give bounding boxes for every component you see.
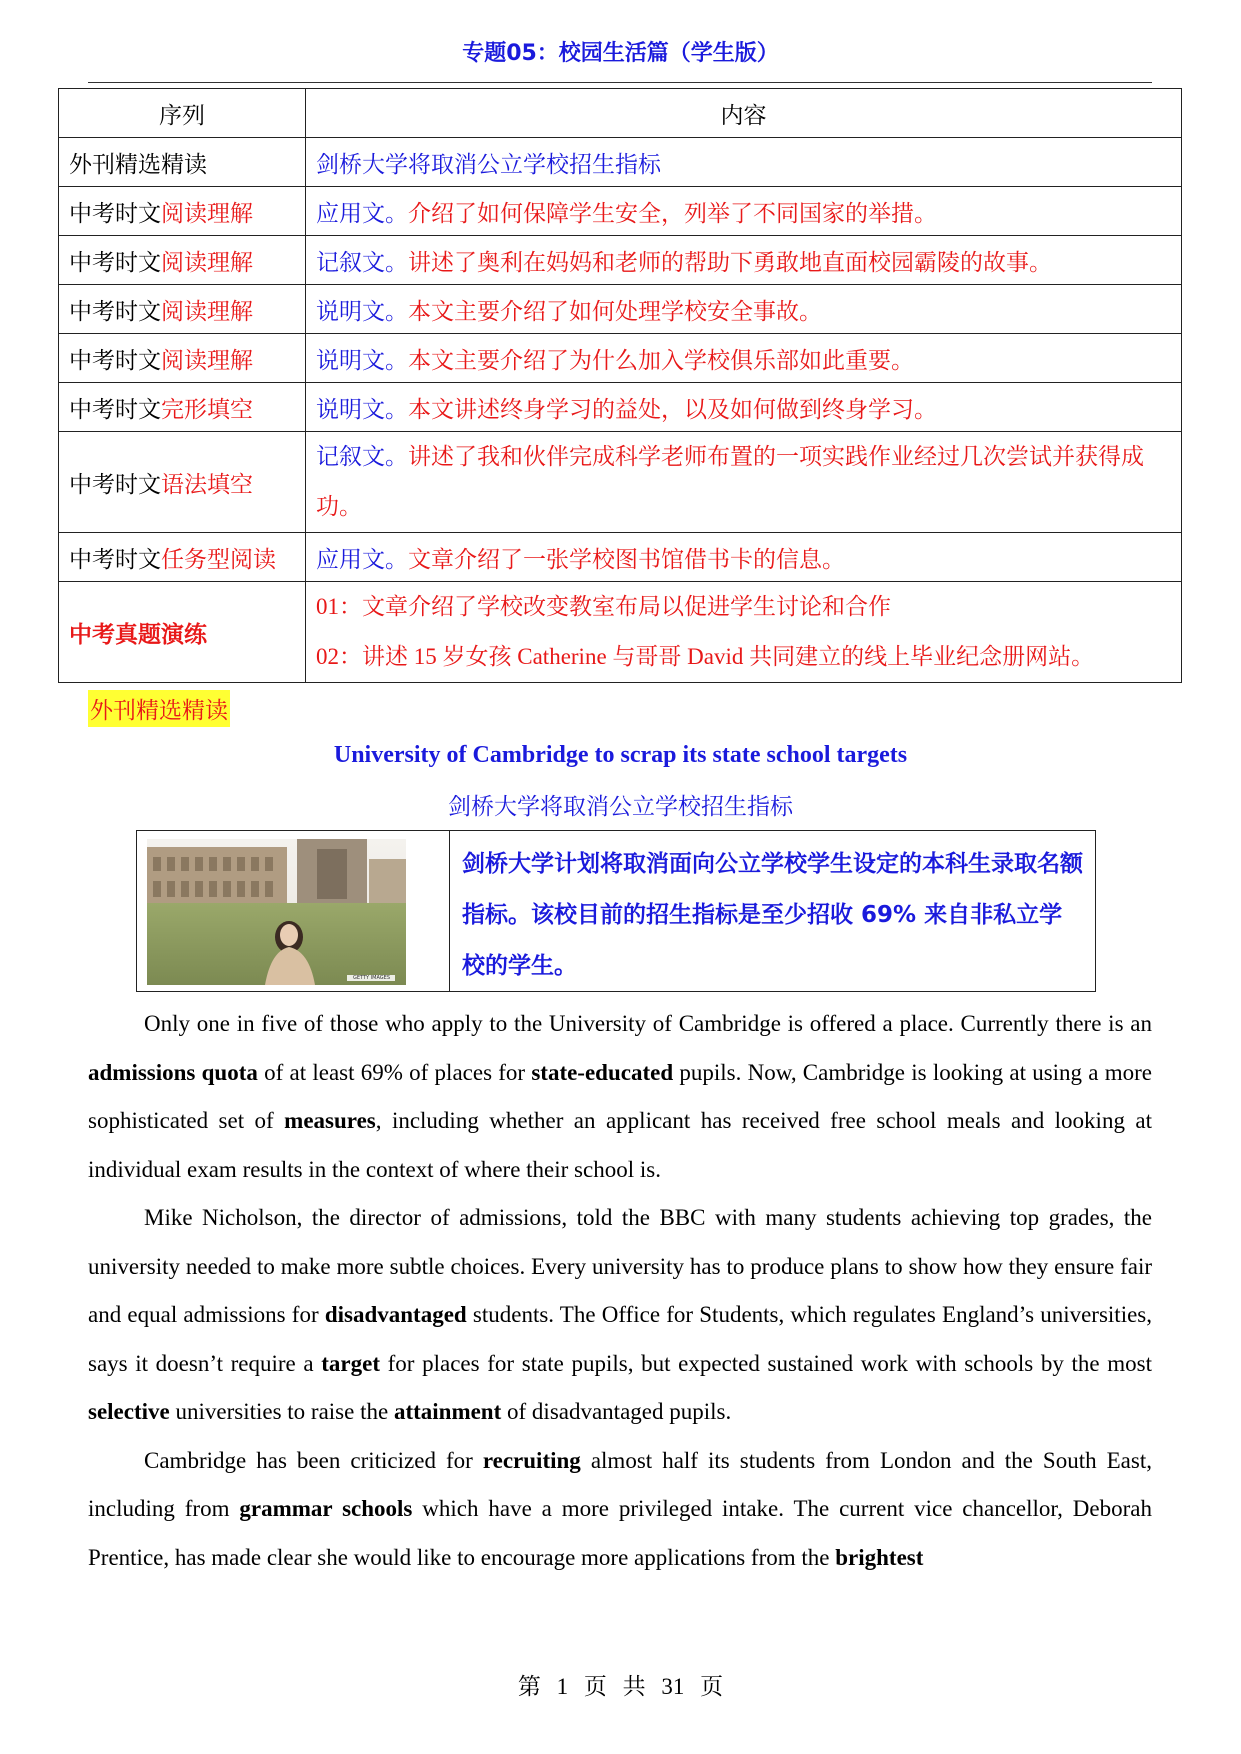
table-row <box>59 187 1182 236</box>
row-content <box>306 138 1182 187</box>
text-run: for places for state pupils, but expected sustained work with schools by the most <box>380 1350 1152 1376</box>
seq-label: 中考时文 <box>69 298 161 325</box>
text-run: which have a more privileged intake. The current vice chancellor, Deborah Prentice, has made clear she would like to encourage more applications from the <box>88 1496 1152 1570</box>
seq-label: 外刊精选精读 <box>69 151 207 178</box>
seq-label: 中考时文 <box>69 471 161 498</box>
article-title: University of Cambridge to scrap its state school targets <box>333 742 908 768</box>
row-genre: 应用文。 <box>316 546 408 573</box>
vocab-term: admissions quota <box>88 1059 258 1085</box>
vocab-term: state-educated <box>531 1059 674 1085</box>
row-content <box>306 533 1182 582</box>
table-row <box>59 533 1182 582</box>
summary-box <box>136 830 1096 992</box>
row-desc: 本文主要介绍了为什么加入学校俱乐部如此重要。 <box>408 347 914 374</box>
seq-label: 中考时文 <box>69 396 161 423</box>
section-tag: 外刊精选精读 <box>88 690 230 727</box>
table-row <box>59 236 1182 285</box>
row-content <box>306 236 1182 285</box>
seq-type: 语法填空 <box>161 471 253 498</box>
row-seq <box>59 187 306 236</box>
table-row <box>59 582 1182 683</box>
table-row <box>59 432 1182 533</box>
table-row <box>59 138 1182 187</box>
row-genre: 说明文。 <box>316 347 408 374</box>
row-content <box>306 334 1182 383</box>
row-desc: 讲述了奥利在妈妈和老师的帮助下勇敢地直面校园霸陵的故事。 <box>408 249 1052 276</box>
article-subtitle: 剑桥大学将取消公立学校招生指标 <box>448 794 793 820</box>
text-run: of at least 69% of places for <box>257 1059 532 1085</box>
vocab-term: recruiting <box>482 1447 581 1473</box>
photo-cell <box>137 831 450 991</box>
row-content <box>306 432 1182 533</box>
row-genre: 说明文。 <box>316 298 408 325</box>
column-header-content: 内容 <box>306 89 1182 138</box>
column-header-seq: 序列 <box>59 89 306 138</box>
contents-table <box>58 88 1182 683</box>
vocab-term: grammar schools <box>239 1496 413 1521</box>
table-header-row <box>59 89 1182 138</box>
vocab-term: disadvantaged <box>324 1302 467 1327</box>
text-run: universities to raise the <box>169 1399 394 1424</box>
seq-label: 中考时文 <box>69 200 161 227</box>
exam-item-1: 01：文章介绍了学校改变教室布局以促进学生讨论和合作 <box>316 594 891 619</box>
row-desc: 介绍了如何保障学生安全，列举了不同国家的举措。 <box>408 200 937 227</box>
row-seq <box>59 285 306 334</box>
paragraph <box>88 1194 1152 1437</box>
seq-label: 中考真题演练 <box>69 621 207 648</box>
exam-item-2: 02：讲述 15 岁女孩 Catherine 与哥哥 David 共同建立的线上毕业纪念册网站。 <box>316 644 1095 669</box>
row-desc: 本文讲述终身学习的益处，以及如何做到终身学习。 <box>408 396 937 423</box>
text-run: pupils. Now, Cambridge is looking at using a more sophisticated set of <box>88 1059 1152 1133</box>
table-row <box>59 383 1182 432</box>
table-row <box>59 285 1182 334</box>
text-run: Only one in five of those who apply to the University of Cambridge is offered a place. Currently there is an <box>144 1011 1152 1036</box>
row-genre: 说明文。 <box>316 396 408 423</box>
row-seq <box>59 383 306 432</box>
row-seq <box>59 432 306 533</box>
seq-type: 完形填空 <box>161 396 253 423</box>
row-genre: 记叙文。 <box>316 444 408 470</box>
paragraph <box>88 1437 1152 1583</box>
row-desc: 讲述了我和伙伴完成科学老师布置的一项实践作业经过几次尝试并获得成功。 <box>316 444 1144 520</box>
row-content <box>306 285 1182 334</box>
seq-label: 中考时文 <box>69 249 161 276</box>
seq-label: 中考时文 <box>69 347 161 374</box>
row-content <box>306 187 1182 236</box>
article-body <box>88 1000 1152 1582</box>
paragraph <box>88 1000 1152 1194</box>
header-divider <box>88 82 1152 83</box>
seq-label: 中考时文 <box>69 546 161 573</box>
summary-text: 剑桥大学计划将取消面向公立学校学生设定的本科生录取名额指标。该校目前的招生指标是至少招收 69% 来自非私立学校的学生。 <box>462 851 1083 979</box>
text-run: students. The Office for Students, which regulates England’s universities, says it doesn’t require a <box>88 1302 1152 1376</box>
row-content <box>306 582 1182 683</box>
seq-type: 阅读理解 <box>161 347 253 374</box>
cambridge-photo <box>147 839 406 985</box>
seq-type: 阅读理解 <box>161 298 253 325</box>
text-run: Cambridge has been criticized for <box>144 1447 483 1473</box>
text-run: , including whether an applicant has received free school meals and looking at individual exam results in the context of where their school is. <box>88 1108 1152 1182</box>
vocab-term: attainment <box>393 1399 502 1424</box>
row-desc: 文章介绍了一张学校图书馆借书卡的信息。 <box>408 546 845 573</box>
vocab-term: measures <box>284 1108 376 1133</box>
seq-type: 任务型阅读 <box>161 546 276 573</box>
row-seq <box>59 334 306 383</box>
row-seq <box>59 582 306 683</box>
table-row <box>59 334 1182 383</box>
row-genre: 记叙文。 <box>316 249 408 276</box>
row-desc: 剑桥大学将取消公立学校招生指标 <box>316 151 661 178</box>
seq-type: 阅读理解 <box>161 200 253 227</box>
row-content <box>306 383 1182 432</box>
vocab-term: target <box>321 1350 380 1376</box>
row-genre: 应用文。 <box>316 200 408 227</box>
text-run: Mike Nicholson, the director of admissions, told the BBC with many students achieving top grades, the university needed to make more subtle choices. Every university has to produce plans to show how they ensure fair and equal admissions for <box>88 1205 1152 1327</box>
text-run: almost half its students from London and the South East, including from <box>88 1447 1152 1521</box>
photo-credit: GETTY IMAGES <box>352 975 390 981</box>
row-desc: 本文主要介绍了如何处理学校安全事故。 <box>408 298 822 325</box>
seq-type: 阅读理解 <box>161 249 253 276</box>
row-seq <box>59 236 306 285</box>
vocab-term: brightest <box>835 1544 924 1570</box>
vocab-term: selective <box>88 1399 170 1424</box>
text-run: of disadvantaged pupils. <box>501 1399 732 1424</box>
page-number: 第 1 页 共 31 页 <box>517 1674 724 1699</box>
page-title: 专题05：校园生活篇（学生版） <box>462 41 779 66</box>
row-seq <box>59 138 306 187</box>
row-seq <box>59 533 306 582</box>
